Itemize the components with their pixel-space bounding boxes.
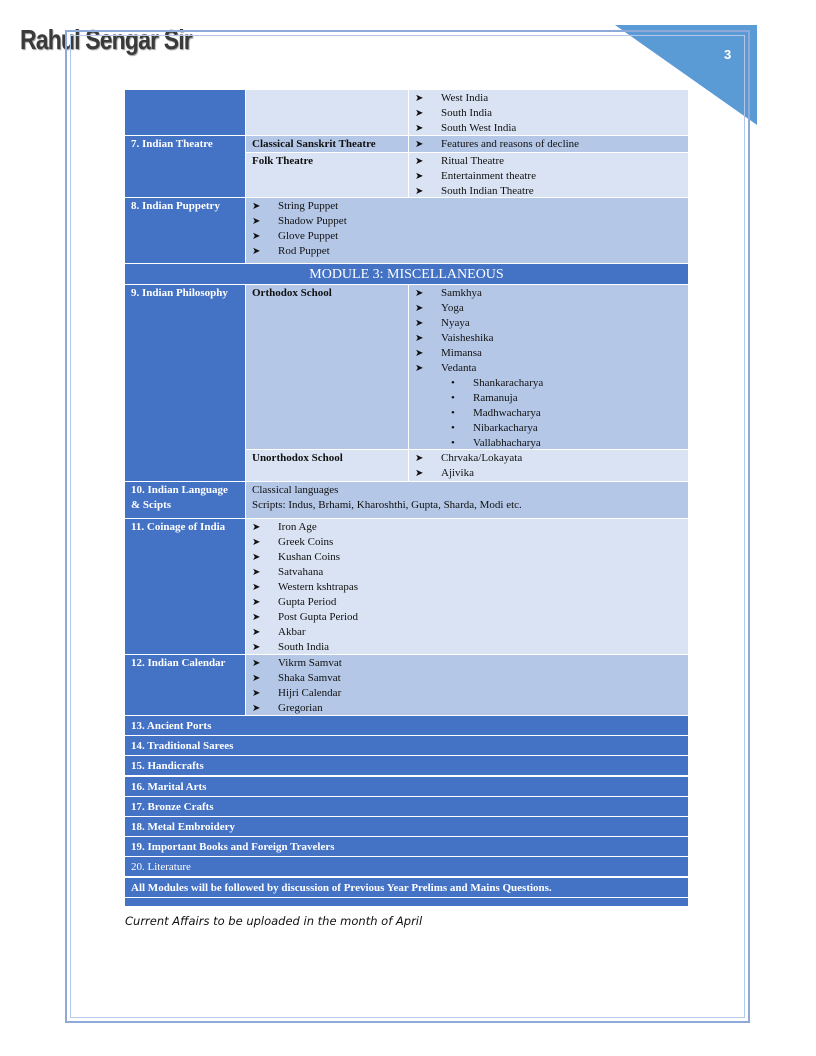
arrow-bullet-icon: ➤ — [252, 673, 261, 684]
sub-list-item — [415, 391, 682, 406]
arrow-bullet-icon: ➤ — [252, 552, 261, 563]
sub-list-item-text: Ramanuja — [473, 392, 518, 404]
topic-label: 17. Bronze Crafts — [131, 800, 214, 813]
arrow-bullet-icon: ➤ — [415, 348, 424, 359]
cell-text: Folk Theatre — [252, 155, 314, 167]
list-item-text: South West India — [441, 122, 517, 134]
list-item — [415, 286, 682, 301]
list-item — [415, 301, 682, 316]
list-item-text: Akbar — [278, 626, 306, 638]
sub-list-item — [415, 436, 682, 451]
topic-label: 18. Metal Embroidery — [131, 821, 235, 833]
list-item — [252, 686, 682, 701]
sub-list-item-text: Nibarkacharya — [473, 422, 538, 434]
topic-label: 7. Indian Theatre — [131, 138, 213, 150]
list-item-text: Hijri Calendar — [278, 687, 342, 699]
list-item — [252, 701, 682, 716]
topic-row — [125, 837, 688, 856]
arrow-bullet-icon: ➤ — [415, 93, 424, 104]
sub-list-item — [415, 376, 682, 391]
topic-label: All Modules will be followed by discussion of Previous Year Prelims and Mains Questions. — [131, 881, 552, 894]
arrow-bullet-icon: ➤ — [415, 363, 424, 374]
list-item — [415, 316, 682, 331]
list-item-text: Shadow Puppet — [278, 215, 347, 227]
table-cell — [246, 450, 408, 481]
list-item — [252, 656, 682, 671]
arrow-bullet-icon: ➤ — [415, 468, 424, 479]
topic-label: 16. Marital Arts — [131, 780, 207, 793]
arrow-bullet-icon: ➤ — [252, 642, 261, 653]
cell-text: Classical Sanskrit Theatre — [252, 138, 376, 150]
topic-label: 11. Coinage of India — [131, 521, 226, 533]
list-item-text: Vikrm Samvat — [278, 657, 342, 669]
sub-list-item-text: Madhwacharya — [473, 407, 541, 419]
list-item-text: Entertainment theatre — [441, 170, 536, 182]
list-item-text: Nyaya — [441, 317, 470, 329]
table-cell — [409, 285, 688, 449]
arrow-bullet-icon: ➤ — [415, 108, 424, 119]
arrow-bullet-icon: ➤ — [252, 537, 261, 548]
cell-text: Unorthodox School — [252, 452, 343, 464]
arrow-bullet-icon: ➤ — [252, 703, 261, 714]
cell-line: Scripts: Indus, Brhami, Kharoshthi, Gupta, Sharda, Modi etc. — [252, 499, 522, 511]
topic-label: 9. Indian Philosophy — [131, 287, 228, 299]
list-item — [252, 229, 682, 244]
sub-list-item — [415, 406, 682, 421]
arrow-bullet-icon: ➤ — [252, 658, 261, 669]
list-item — [252, 550, 682, 565]
table-cell — [246, 136, 408, 152]
arrow-bullet-icon: ➤ — [252, 567, 261, 578]
logo: Rahul Sengar Sir — [20, 24, 192, 55]
list-item — [252, 565, 682, 580]
arrow-bullet-icon: ➤ — [252, 231, 261, 242]
table-cell — [125, 136, 245, 197]
cell-text: MODULE 3: MISCELLANEOUS — [309, 267, 504, 282]
list-item — [252, 244, 682, 259]
sub-list-item-text: Shankaracharya — [473, 377, 544, 389]
dot-bullet-icon: • — [451, 377, 455, 389]
table-cell — [409, 450, 688, 481]
list-item-text: Shaka Samvat — [278, 672, 341, 684]
arrow-bullet-icon: ➤ — [415, 171, 424, 182]
arrow-bullet-icon: ➤ — [252, 627, 261, 638]
dot-bullet-icon: • — [451, 422, 455, 434]
list-item-text: Kushan Coins — [278, 551, 341, 563]
topic-label: 10. Indian Language & Scipts — [131, 484, 228, 511]
list-item — [415, 466, 682, 481]
table-cell — [125, 482, 245, 518]
arrow-bullet-icon: ➤ — [415, 288, 424, 299]
list-item-text: South India — [441, 107, 493, 119]
topic-row — [125, 857, 688, 876]
list-item-text: Iron Age — [278, 521, 317, 533]
table-cell — [246, 153, 408, 197]
list-item — [252, 199, 682, 214]
list-item — [252, 595, 682, 610]
arrow-bullet-icon: ➤ — [415, 186, 424, 197]
list-item — [415, 451, 682, 466]
arrow-bullet-icon: ➤ — [415, 139, 424, 150]
list-item-text: Post Gupta Period — [278, 611, 359, 623]
table-cell — [409, 136, 688, 152]
arrow-bullet-icon: ➤ — [252, 597, 261, 608]
list-item-text: Western kshtrapas — [278, 581, 359, 593]
list-item-text: Gregorian — [278, 702, 323, 714]
list-item-text: Greek Coins — [278, 536, 334, 548]
table-cell — [125, 655, 245, 715]
dot-bullet-icon: • — [451, 407, 455, 419]
list-item-text: South India — [278, 641, 330, 653]
topic-label: 13. Ancient Ports — [131, 720, 212, 732]
list-item-text: Rod Puppet — [278, 245, 330, 257]
topic-row — [125, 736, 688, 755]
topic-row — [125, 817, 688, 836]
list-item-text: Ajivika — [441, 467, 474, 479]
list-item-text: South Indian Theatre — [441, 185, 534, 197]
list-item-text: Samkhya — [441, 287, 482, 299]
topic-label: 8. Indian Puppetry — [131, 200, 220, 212]
dot-bullet-icon: • — [451, 392, 455, 404]
list-item — [415, 346, 682, 361]
arrow-bullet-icon: ➤ — [252, 201, 261, 212]
topic-row — [125, 878, 688, 897]
list-item — [415, 91, 682, 106]
list-item — [252, 214, 682, 229]
topic-label: 20. Literature — [131, 861, 191, 874]
arrow-bullet-icon: ➤ — [252, 612, 261, 623]
list-item — [252, 610, 682, 625]
table-cell — [246, 285, 408, 449]
list-item-text: West India — [441, 92, 489, 104]
list-item — [252, 640, 682, 655]
table-cell — [246, 198, 688, 263]
topic-row — [125, 756, 688, 775]
arrow-bullet-icon: ➤ — [415, 123, 424, 134]
arrow-bullet-icon: ➤ — [415, 333, 424, 344]
arrow-bullet-icon: ➤ — [415, 318, 424, 329]
list-item — [415, 331, 682, 346]
list-item — [415, 137, 682, 152]
arrow-bullet-icon: ➤ — [252, 522, 261, 533]
page-number: 3 — [724, 47, 732, 62]
arrow-bullet-icon: ➤ — [415, 303, 424, 314]
list-item — [415, 169, 682, 184]
arrow-bullet-icon: ➤ — [252, 216, 261, 227]
list-item — [252, 580, 682, 595]
list-item — [415, 106, 682, 121]
topic-label: 19. Important Books and Foreign Travelers — [131, 841, 335, 854]
list-item-text: Yoga — [441, 302, 464, 314]
table-cell — [246, 482, 688, 518]
list-item — [252, 535, 682, 550]
list-item-text: Features and reasons of decline — [441, 138, 580, 150]
table-cell — [246, 519, 688, 654]
table-cell — [409, 90, 688, 135]
arrow-bullet-icon: ➤ — [415, 156, 424, 167]
table-cell — [246, 655, 688, 715]
list-item — [252, 625, 682, 640]
sub-list-item-text: Vallabhacharya — [473, 437, 541, 449]
list-item-text: Ritual Theatre — [441, 155, 505, 167]
sub-list-item — [415, 421, 682, 436]
list-item-text: String Puppet — [278, 200, 339, 212]
list-item-text: Vedanta — [441, 362, 477, 374]
list-item-text: Mimansa — [441, 347, 482, 359]
list-item — [415, 121, 682, 136]
topic-row — [125, 716, 688, 735]
table-cell — [125, 90, 245, 135]
table-empty-row — [125, 898, 688, 906]
topic-label: 12. Indian Calendar — [131, 657, 226, 669]
topic-row — [125, 777, 688, 796]
table-cell — [125, 285, 245, 481]
arrow-bullet-icon: ➤ — [252, 246, 261, 257]
topic-label: 15. Handicrafts — [131, 760, 204, 773]
table-cell — [125, 198, 245, 263]
arrow-bullet-icon: ➤ — [252, 688, 261, 699]
topic-label: 14. Traditional Sarees — [131, 740, 234, 753]
list-item-text: Satvahana — [278, 566, 324, 578]
table-cell — [125, 264, 688, 284]
list-item-text: Vaisheshika — [441, 332, 494, 344]
list-item-text: Gupta Period — [278, 596, 337, 608]
arrow-bullet-icon: ➤ — [415, 453, 424, 464]
list-item — [252, 520, 682, 535]
list-item — [252, 671, 682, 686]
list-item — [415, 361, 682, 376]
cell-text: Orthodox School — [252, 287, 332, 299]
table-cell — [125, 519, 245, 654]
arrow-bullet-icon: ➤ — [252, 582, 261, 593]
list-item — [415, 184, 682, 199]
list-item — [415, 154, 682, 169]
dot-bullet-icon: • — [451, 437, 455, 449]
topic-row — [125, 797, 688, 816]
table-cell — [409, 153, 688, 197]
list-item-text: Chrvaka/Lokayata — [441, 452, 523, 464]
list-item-text: Glove Puppet — [278, 230, 339, 242]
cell-line: Classical languages — [252, 484, 339, 496]
footer-note: Current Affairs to be uploaded in the month of April — [125, 914, 423, 928]
table-cell — [246, 90, 408, 135]
